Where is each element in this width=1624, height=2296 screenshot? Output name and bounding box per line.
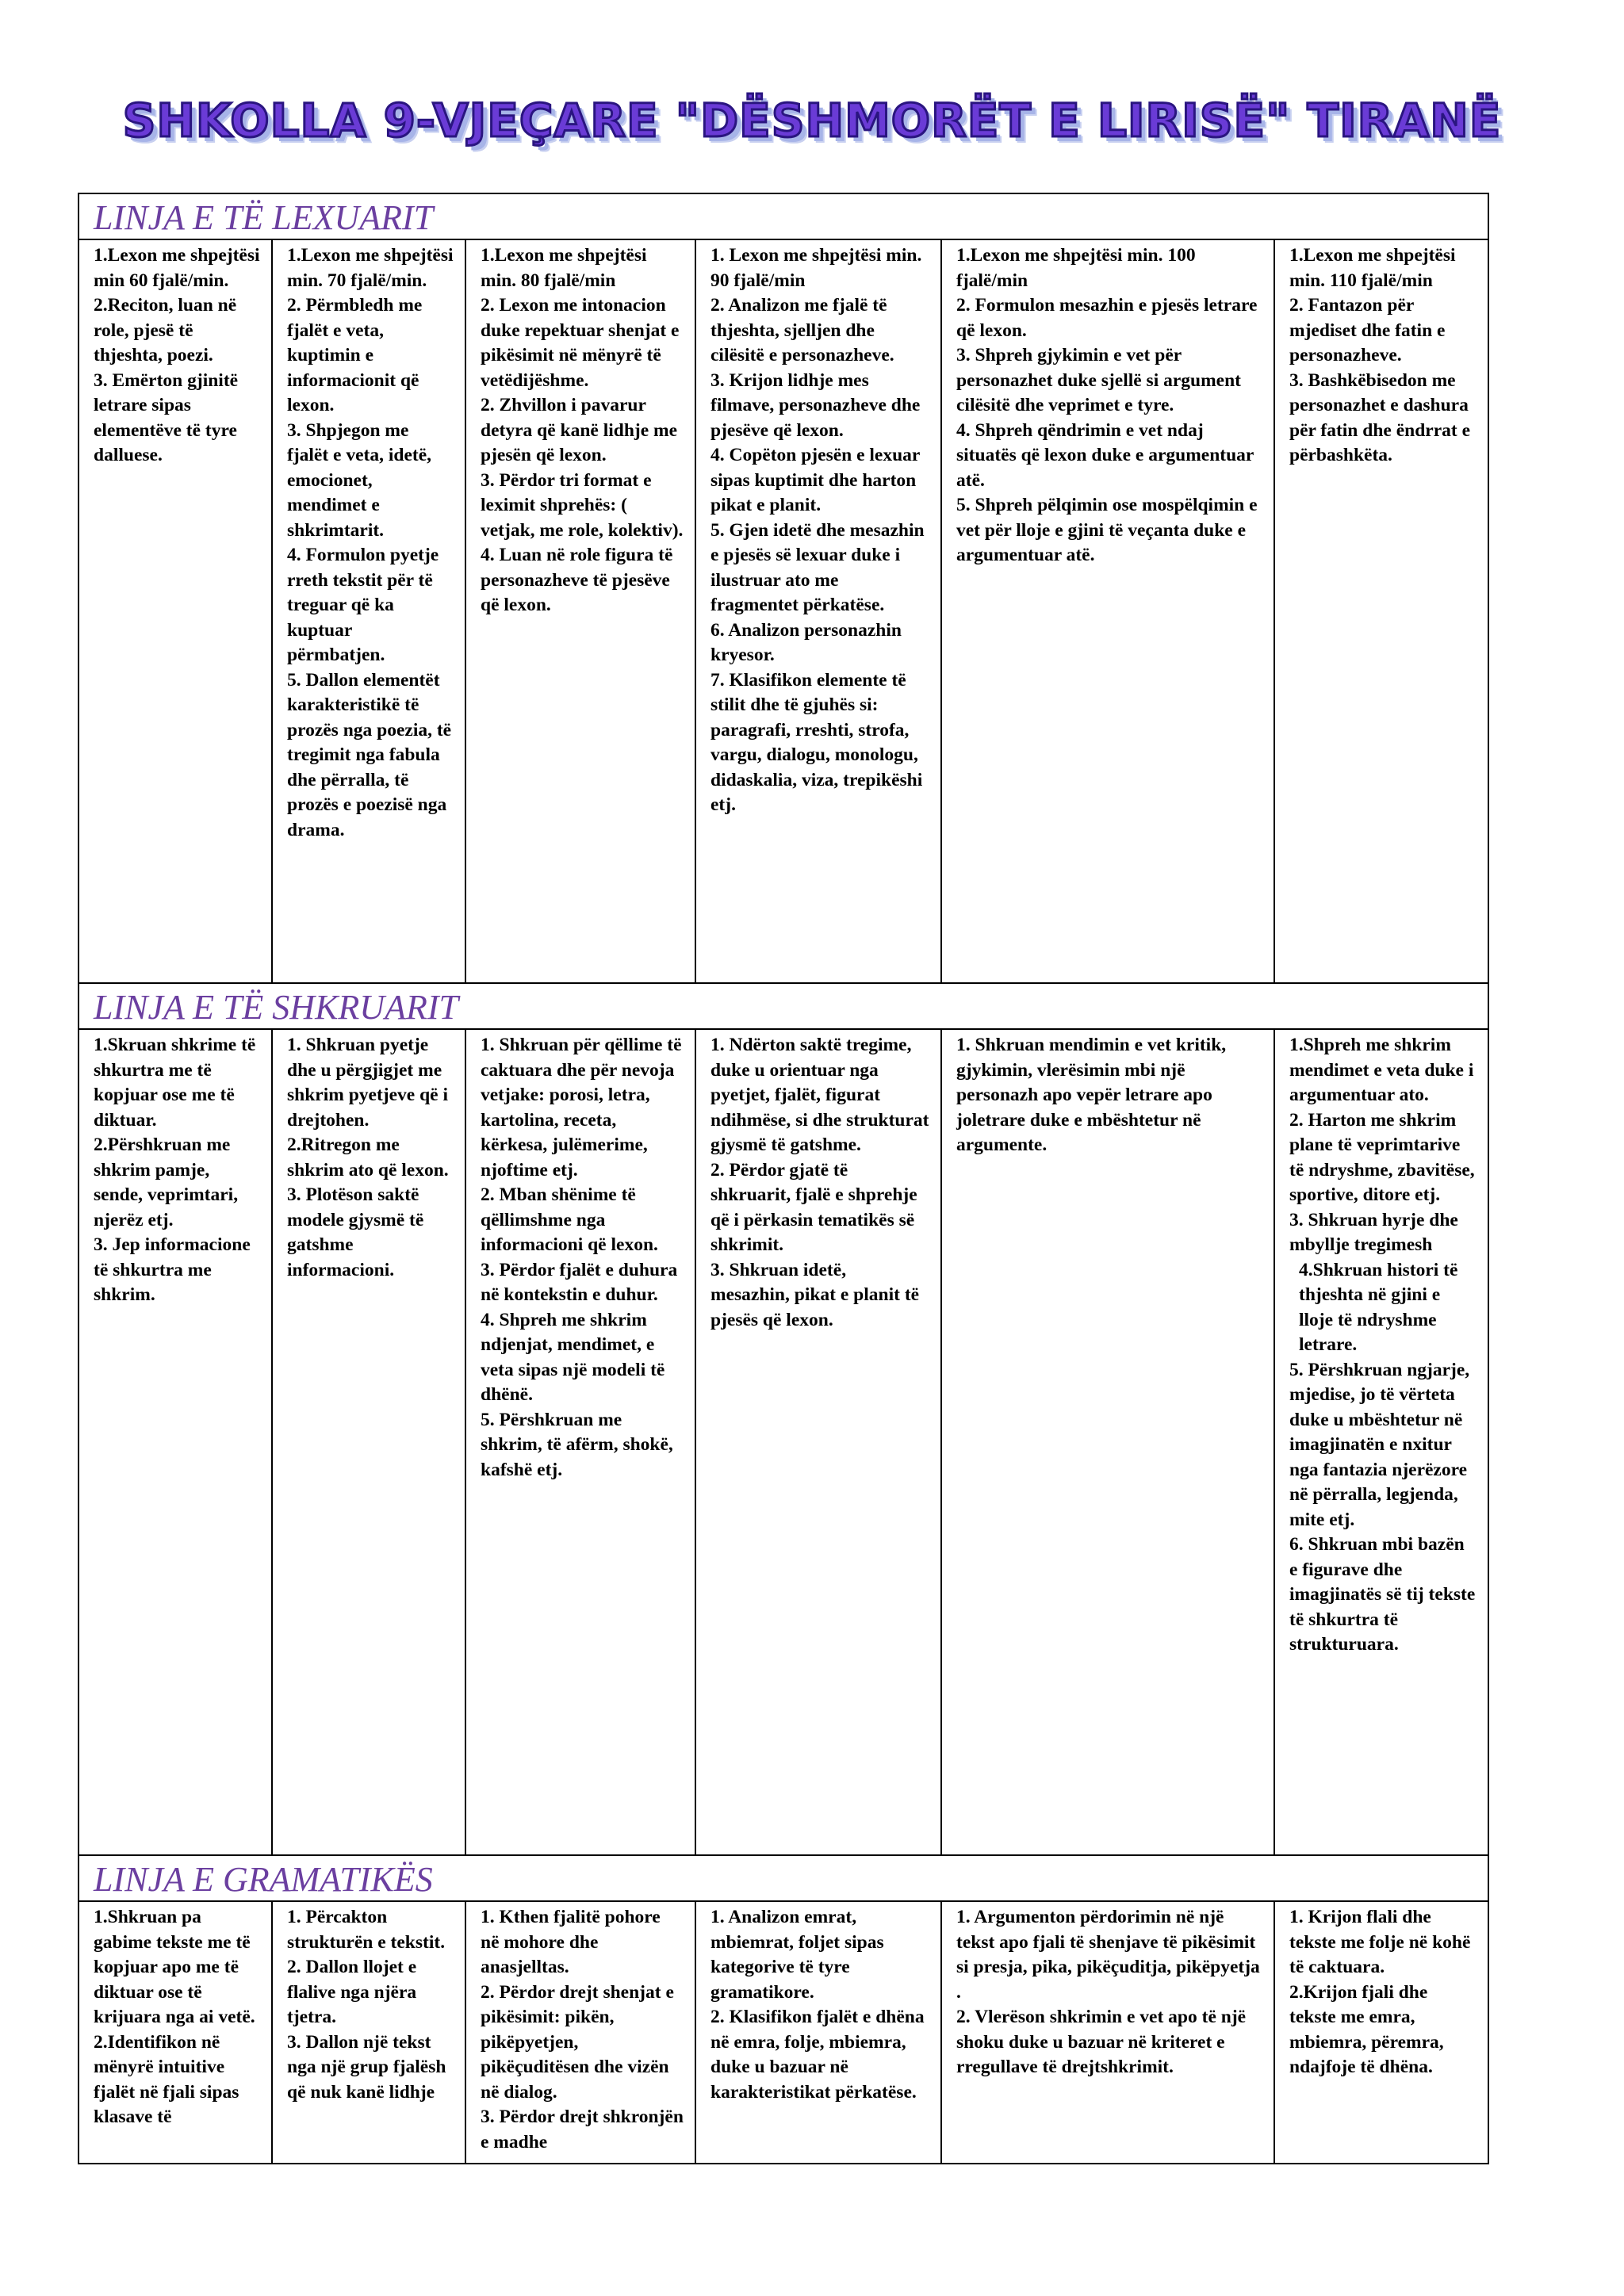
section-header-row: [79, 193, 1488, 239]
list-item: 2.Reciton, luan në role, pjesë të thjeshta, poezi.: [94, 295, 237, 365]
table-cell: [79, 239, 272, 983]
list-item: 3. Shpreh gjykimin e vet për personazhet duke sjellë si argument cilësitë dhe veprimet e tyre.: [956, 345, 1242, 415]
list-item: 4. Shpreh me shkrim ndjenjat, mendimet, e veta sipas një modeli të dhënë.: [481, 1309, 665, 1405]
list-item: 2.Identifikon në mënyrë intuitive fjalët në fjali sipas klasave të: [94, 2031, 239, 2127]
table-cell: [941, 1901, 1274, 2164]
list-item: 2.Përshkruan me shkrim pamje, sende, veprimtari, njerëz etj.: [94, 1135, 239, 1230]
section-heading-gramatikes: LINJA E GRAMATIKËS: [79, 1855, 1488, 1901]
list-item: 1.Lexon me shpejtësi min. 80 fjalë/min: [481, 245, 647, 291]
list-item: 2.Krijon fjali dhe tekste me emra, mbiemra, përemra, ndajfoje të dhëna.: [1289, 1981, 1444, 2077]
list-item: 2. Dallon llojet e flalive nga njëra tjetra.: [287, 1957, 417, 2027]
table-cell: [79, 1029, 272, 1855]
list-item: 1. Kthen fjalitë pohore në mohore dhe anasjelltas.: [481, 1907, 661, 1977]
list-item: 1. Shkruan mendimin e vet kritik, gjykimin, vlerësimin mbi një personazh apo vepër letrare apo joletrare duke e mbështetur në argumente.: [956, 1035, 1227, 1155]
section-heading-lexuarit: LINJA E TË LEXUARIT: [79, 193, 1488, 239]
list-item: 5. Shpreh pëlqimin ose mospëlqimin e vet për lloje e gjini të veçanta duke e argumentuar atë.: [956, 495, 1258, 565]
list-item: 2. Klasifikon fjalët e dhëna në emra, folje, mbiemra, duke u bazuar në karakteristikat përkatëse.: [710, 2007, 925, 2103]
list-item: 1.Lexon me shpejtësi min 60 fjalë/min.: [94, 245, 260, 291]
list-item: 3. Plotëson saktë modele gjysmë të gatshme informacioni.: [287, 1184, 424, 1280]
list-item: 5. Dallon elementët karakteristikë të prozës nga poezia, të tregimit nga fabula dhe përralla, të prozës e poezisë nga drama.: [287, 669, 452, 840]
list-item: 2. Harton me shkrim plane të veprimtarive të ndryshme, zbavitëse, sportive, ditore etj.: [1289, 1109, 1475, 1205]
list-item: 2. Mban shënime të qëllimshme nga informacioni që lexon.: [481, 1184, 658, 1255]
page-title: SHKOLLA 9-VJEÇARE "DËSHMORËT E LIRISË" TIRANË: [122, 94, 1502, 147]
table-cell: [695, 1029, 941, 1855]
list-item: 1.Shkruan pa gabime tekste me të kopjuar apo me të diktuar ose të krijuara nga ai vetë.: [94, 1907, 255, 2027]
table-cell: [1274, 239, 1488, 983]
section-content-row: [79, 1901, 1488, 2164]
list-item: 1.Lexon me shpejtësi min. 110 fjalë/min: [1289, 245, 1456, 291]
table-cell: [695, 239, 941, 983]
table-cell: [941, 1029, 1274, 1855]
list-item: 1.Lexon me shpejtësi min. 100 fjalë/min: [956, 245, 1196, 291]
list-item: 2. Përdor drejt shenjat e pikësimit: pikën, pikëpyetjen, pikëçuditësen dhe vizën në dialog.: [481, 1981, 674, 2103]
list-item: 5. Përshkruan ngjarje, mjedise, jo të vërteta duke u mbështetur në imagjinatën e nxitur nga fantazia njerëzore në përralla, legjenda, mite etj.: [1289, 1359, 1470, 1530]
list-item: 7. Klasifikon elemente të stilit dhe të gjuhës si: paragrafi, rreshti, strofa, vargu, dialogu, monologu, didaskalia, viza, trepikëshi etj.: [710, 669, 923, 815]
table-cell: [1274, 1901, 1488, 2164]
table-cell: [695, 1901, 941, 2164]
list-item: 4. Formulon pyetje rreth tekstit për të treguar që ka kuptuar përmbatjen.: [287, 545, 439, 665]
list-item: 6. Shkruan mbi bazën e figurave dhe imagjinatës së tij tekste të shkurtra të strukturuara.: [1289, 1534, 1476, 1655]
list-item: 1. Shkruan për qëllime të caktuara dhe për nevoja vetjake: porosi, letra, kartolina, receta, kërkesa, julëmerime, njoftime etj.: [481, 1035, 682, 1181]
table-cell: [941, 239, 1274, 983]
table-cell: [465, 1029, 695, 1855]
curriculum-table: [78, 193, 1489, 2164]
list-item: 2. Përdor gjatë të shkruarit, fjalë e shprehje që i përkasin tematikës së shkrimit.: [710, 1159, 917, 1255]
section-content-row: [79, 1029, 1488, 1855]
list-item: 1. Ndërton saktë tregime, duke u orientuar nga pyetjet, fjalët, figurat ndihmëse, si dhe strukturat gjysmë të gatshme.: [710, 1035, 929, 1155]
table-cell: [272, 1901, 465, 2164]
list-item: 1. Lexon me shpejtësi min. 90 fjalë/min: [710, 245, 922, 291]
list-item: 3. Dallon një tekst nga një grup fjalësh që nuk kanë lidhje: [287, 2031, 446, 2103]
section-header-row: [79, 983, 1488, 1029]
list-item: 1. Analizon emrat, mbiemrat, foljet sipas kategorive të tyre gramatikore.: [710, 1907, 884, 2003]
list-item: 4. Shpreh qëndrimin e vet ndaj situatës që lexon duke e argumentuar atë.: [956, 419, 1254, 491]
table-cell: [1274, 1029, 1488, 1855]
list-item: 1. Përcakton strukturën e tekstit.: [287, 1907, 446, 1953]
section-content-row: [79, 239, 1488, 983]
list-item: 2. Analizon me fjalë të thjeshta, sjelljen dhe cilësitë e personazheve.: [710, 295, 894, 365]
list-item: 3. Krijon lidhje mes filmave, personazheve dhe pjesëve që lexon.: [710, 369, 921, 441]
list-item: 1. Argumenton përdorimin në një tekst apo fjali të shenjave të pikësimit si presja, pika, pikëçuditja, pikëpyetja .: [956, 1907, 1260, 2003]
list-item: 1. Krijon flali dhe tekste me folje në kohë të caktuara.: [1289, 1907, 1471, 1977]
list-item: 3. Jep informacione të shkurtra me shkrim.: [94, 1234, 251, 1305]
list-item: 3. Shkruan hyrje dhe mbyllje tregimesh: [1289, 1209, 1458, 1255]
list-item: 2. Zhvillon i pavarur detyra që kanë lidhje me pjesën që lexon.: [481, 395, 678, 465]
list-item: 3. Shkruan idetë, mesazhin, pikat e planit të pjesës që lexon.: [710, 1259, 920, 1330]
list-item: 2. Vlerëson shkrimin e vet apo të një shoku duke u bazuar në kriteret e rregullave të drejtshkrimit.: [956, 2007, 1247, 2077]
list-item: 5. Gjen idetë dhe mesazhin e pjesës së lexuar duke i ilustruar ato me fragmentet përkatëse.: [710, 519, 925, 615]
list-item: 2.Ritregon me shkrim ato që lexon.: [287, 1135, 449, 1181]
list-item: 4. Luan në role figura të personazheve të pjesëve që lexon.: [481, 545, 673, 615]
table-cell: [79, 1901, 272, 2164]
table-cell: [465, 1901, 695, 2164]
list-item: 2. Lexon me intonacion duke repektuar shenjat e pikësimit në mënyrë të vetëdijëshme.: [481, 295, 680, 391]
list-item: 3. Përdor tri format e leximit shprehës: ( vetjak, me role, kolektiv).: [481, 469, 684, 541]
list-item: 5. Përshkruan me shkrim, të afërm, shokë, kafshë etj.: [481, 1409, 673, 1480]
list-item: 3. Përdor fjalët e duhura në kontekstin e duhur.: [481, 1259, 678, 1305]
list-item: 4.Shkruan histori të thjeshta në gjini e lloje të ndryshme letrare.: [1299, 1259, 1458, 1355]
list-item: 3. Emërton gjinitë letrare sipas elementëve të tyre dalluese.: [94, 369, 239, 465]
list-item: 1.Skruan shkrime të shkurtra me të kopjuar ose me të diktuar.: [94, 1035, 256, 1131]
section-header-row: [79, 1855, 1488, 1901]
list-item: 4. Copëton pjesën e lexuar sipas kuptimit dhe harton pikat e planit.: [710, 445, 920, 515]
list-item: 2. Formulon mesazhin e pjesës letrare që lexon.: [956, 295, 1258, 341]
section-heading-shkruarit: LINJA E TË SHKRUARIT: [79, 983, 1488, 1029]
table-cell: [272, 1029, 465, 1855]
table-cell: [465, 239, 695, 983]
list-item: 3. Shpjegon me fjalët e veta, idetë, emocionet, mendimet e shkrimtarit.: [287, 419, 432, 541]
table-cell: [272, 239, 465, 983]
list-item: 2. Përmbledh me fjalët e veta, kuptimin e informacionit që lexon.: [287, 295, 423, 415]
list-item: 2. Fantazon për mjediset dhe fatin e personazheve.: [1289, 295, 1446, 365]
list-item: 3. Përdor drejt shkronjën e madhe: [481, 2107, 684, 2152]
list-item: 1. Shkruan pyetje dhe u përgjigjet me shkrim pyetjeve që i drejtohen.: [287, 1035, 448, 1131]
list-item: 3. Bashkëbisedon me personazhet e dashura për fatin dhe ëndrrat e përbashkëta.: [1289, 369, 1471, 465]
list-item: 1.Lexon me shpejtësi min. 70 fjalë/min.: [287, 245, 454, 291]
list-item: 6. Analizon personazhin kryesor.: [710, 619, 902, 665]
list-item: 1.Shpreh me shkrim mendimet e veta duke i argumentuar ato.: [1289, 1035, 1474, 1105]
